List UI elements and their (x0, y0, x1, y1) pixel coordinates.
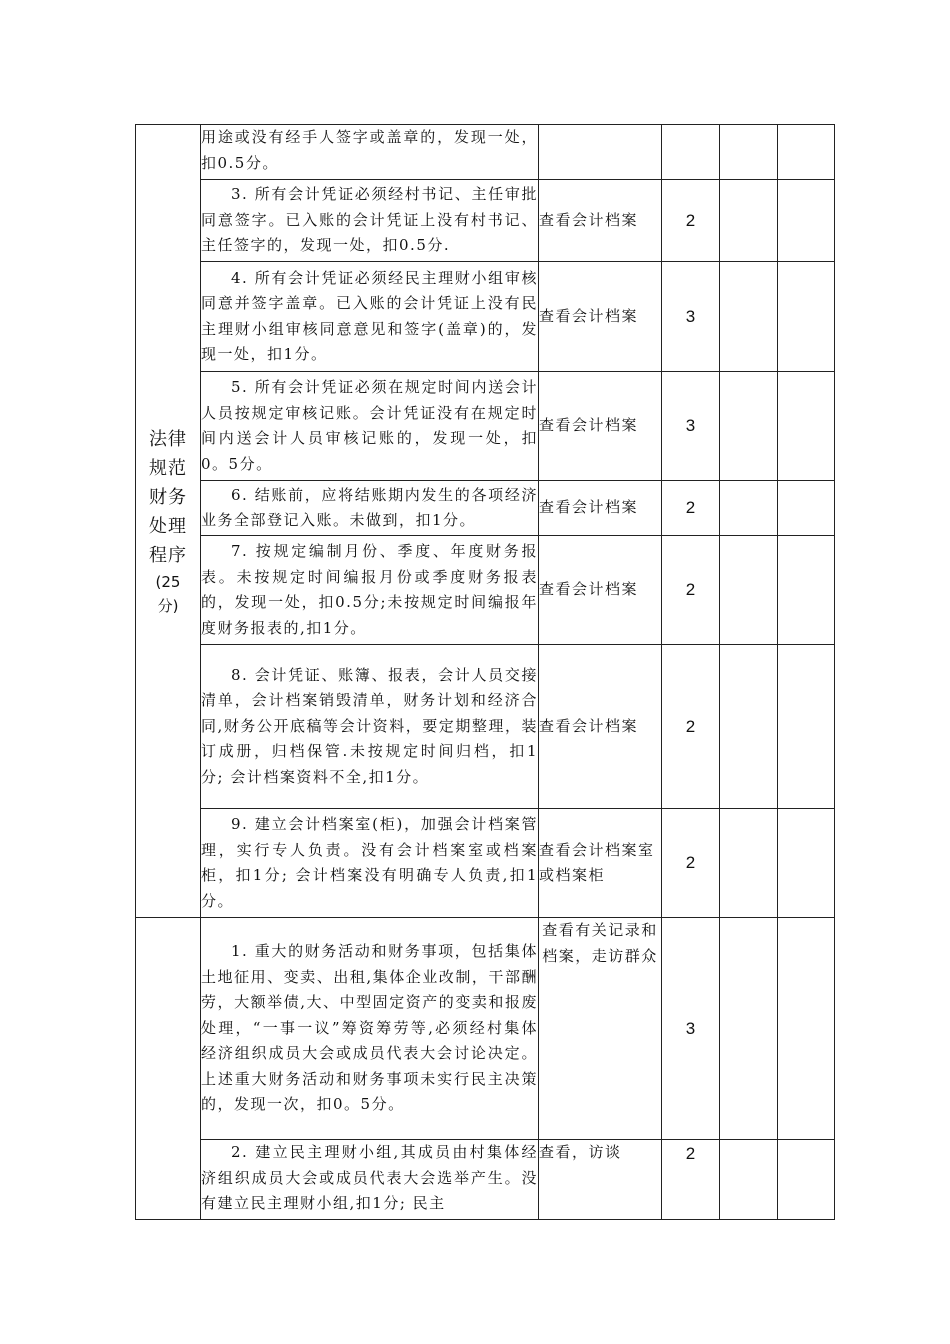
score-value: 2 (662, 809, 720, 918)
criteria-text: 9. 建立会计档案室(柜)，加强会计档案管理，实行专人负责。没有会计档案室或档案柜，扣1分; 会计档案没有明确专人负责,扣1分。 (201, 809, 539, 918)
category-cell (136, 125, 201, 918)
score-value: 2 (662, 536, 720, 645)
criteria-text: 5. 所有会计凭证必须在规定时间内送会计人员按规定审核记账。会计凭证没有在规定时间内送会计人员审核记账的，发现一处，扣0。5分。 (201, 372, 539, 481)
score-value: 2 (662, 481, 720, 536)
score-value: 2 (662, 1140, 720, 1220)
blank-cell (720, 125, 778, 180)
criteria-text: 2. 建立民主理财小组,其成员由村集体经济组织成员大会或成员代表大会选举产生。没有建立民主理财小组,扣1分; 民主 (201, 1140, 539, 1220)
criteria-text: 6. 结账前，应将结账期内发生的各项经济业务全部登记入账。未做到，扣1分。 (201, 481, 539, 536)
category-label-line: 规范 (149, 457, 187, 479)
blank-cell (720, 481, 778, 536)
assessment-table (135, 124, 835, 1220)
blank-cell (778, 125, 835, 180)
score-value: 2 (662, 645, 720, 809)
blank-cell (778, 645, 835, 809)
category-label-line: 法律 (149, 428, 187, 450)
blank-cell (778, 1140, 835, 1220)
blank-cell (720, 536, 778, 645)
criteria-text: 1. 重大的财务活动和财务事项，包括集体土地征用、变卖、出租,集体企业改制，干部酬劳，大额举债,大、中型固定资产的变卖和报废处理，“一事一议”筹资筹劳等,必须经村集体经济组织成员大会或成员代表大会讨论决定。上述重大财务活动和财务事项未实行民主决策的，发现一次，扣0。5分。 (201, 918, 539, 1140)
category-points: 分) (157, 596, 179, 615)
check-method: 查看，访谈 (539, 1140, 662, 1220)
score-value (662, 125, 720, 180)
table-row (136, 536, 835, 645)
table-row (136, 645, 835, 809)
category-label-line: 财务 (149, 486, 187, 508)
criteria-text: 4. 所有会计凭证必须经民主理财小组审核同意并签字盖章。已入账的会计凭证上没有民主理财小组审核同意意见和签字(盖章)的，发现一处，扣1分。 (201, 262, 539, 372)
check-method (539, 125, 662, 180)
score-value: 2 (662, 180, 720, 262)
blank-cell (778, 262, 835, 372)
score-value: 3 (662, 372, 720, 481)
blank-cell (778, 809, 835, 918)
blank-cell (720, 262, 778, 372)
check-method: 查看会计档案 (539, 536, 662, 645)
blank-cell (720, 372, 778, 481)
blank-cell (720, 180, 778, 262)
blank-cell (720, 809, 778, 918)
score-value: 3 (662, 918, 720, 1140)
table-row (136, 1140, 835, 1220)
blank-cell (778, 372, 835, 481)
criteria-text: 用途或没有经手人签字或盖章的，发现一处，扣0.5分。 (201, 125, 539, 180)
criteria-text: 8. 会计凭证、账簿、报表，会计人员交接清单，会计档案销毁清单，财务计划和经济合同,财务公开底稿等会计资料，要定期整理，装订成册，归档保管.未按规定时间归档，扣1分; 会计档案资料不全,扣1分。 (201, 645, 539, 809)
table-row (136, 481, 835, 536)
table-row (136, 809, 835, 918)
criteria-text: 7. 按规定编制月份、季度、年度财务报表。未按规定时间编报月份或季度财务报表的，发现一处，扣0.5分;未按规定时间编报年度财务报表的,扣1分。 (201, 536, 539, 645)
check-method: 查看会计档案 (539, 645, 662, 809)
blank-cell (778, 918, 835, 1140)
check-method: 查看会计档案 (539, 262, 662, 372)
check-method: 查看会计档案 (539, 372, 662, 481)
category-label-line: 程序 (149, 544, 187, 566)
blank-cell (778, 481, 835, 536)
blank-cell (720, 645, 778, 809)
table-row (136, 372, 835, 481)
check-method: 查看会计档案室或档案柜 (539, 809, 662, 918)
table-row (136, 918, 835, 1140)
score-value: 3 (662, 262, 720, 372)
check-method: 查看会计档案 (539, 481, 662, 536)
blank-cell (778, 180, 835, 262)
blank-cell (778, 536, 835, 645)
blank-cell (720, 918, 778, 1140)
criteria-text: 3. 所有会计凭证必须经村书记、主任审批同意签字。已入账的会计凭证上没有村书记、主任签字的，发现一处，扣0.5分. (201, 180, 539, 262)
category-points: (25 (155, 572, 181, 591)
table-row (136, 262, 835, 372)
category-cell-empty (136, 918, 201, 1220)
category-label-line: 处理 (149, 515, 187, 537)
table-row (136, 125, 835, 180)
table-row (136, 180, 835, 262)
blank-cell (720, 1140, 778, 1220)
check-method: 查看有关记录和档案，走访群众 (539, 918, 662, 1140)
check-method: 查看会计档案 (539, 180, 662, 262)
